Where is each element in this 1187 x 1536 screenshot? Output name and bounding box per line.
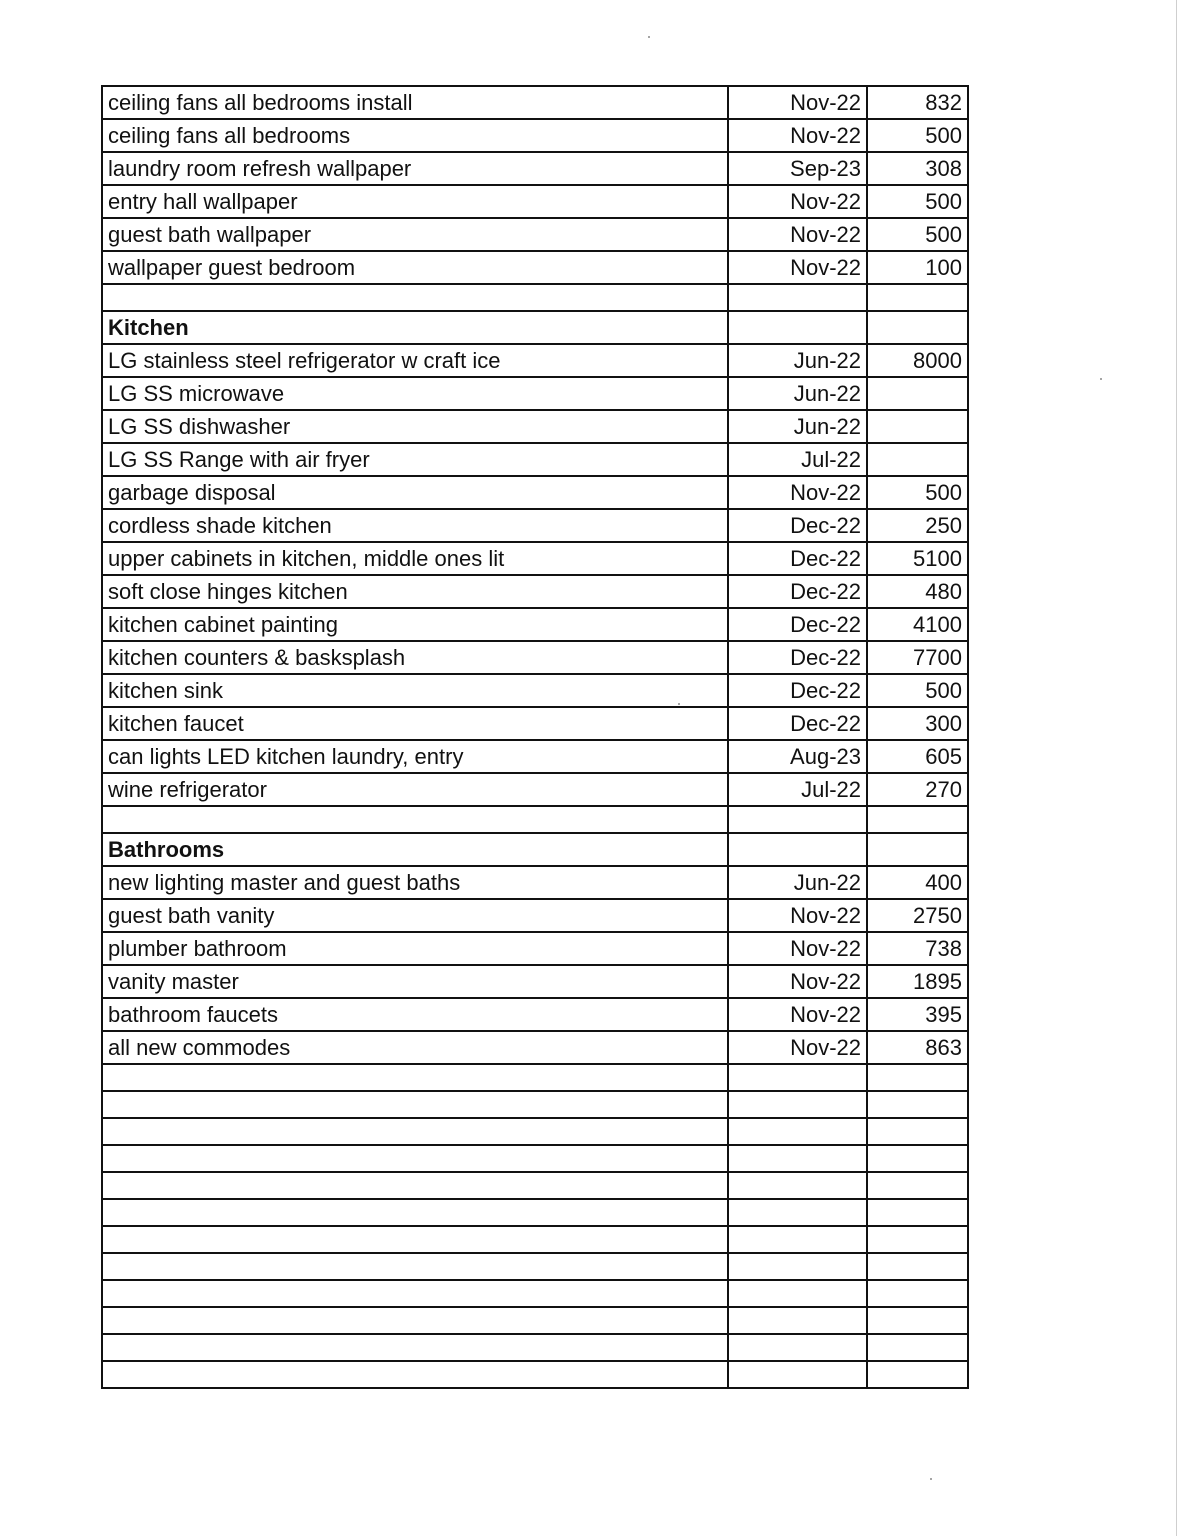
amount-cell — [867, 1226, 968, 1253]
amount-cell — [867, 1334, 968, 1361]
amount-cell: 250 — [867, 509, 968, 542]
blank-row — [102, 1307, 968, 1334]
blank-row — [102, 1253, 968, 1280]
table-row — [102, 773, 968, 806]
item-cell: all new commodes — [102, 1031, 728, 1064]
item-cell: garbage disposal — [102, 476, 728, 509]
amount-cell — [867, 1307, 968, 1334]
date-cell: Aug-23 — [728, 740, 867, 773]
date-cell: Dec-22 — [728, 542, 867, 575]
date-cell: Dec-22 — [728, 674, 867, 707]
amount-cell — [867, 311, 968, 344]
date-cell: Nov-22 — [728, 998, 867, 1031]
date-cell: Jul-22 — [728, 443, 867, 476]
amount-cell: 7700 — [867, 641, 968, 674]
amount-cell: 738 — [867, 932, 968, 965]
item-cell: vanity master — [102, 965, 728, 998]
scan-speck — [648, 36, 650, 38]
blank-row — [102, 1226, 968, 1253]
item-cell: laundry room refresh wallpaper — [102, 152, 728, 185]
amount-cell: 500 — [867, 119, 968, 152]
scan-speck — [930, 1478, 932, 1480]
page-edge — [1176, 0, 1177, 1536]
date-cell: Dec-22 — [728, 641, 867, 674]
amount-cell: 300 — [867, 707, 968, 740]
date-cell: Jul-22 — [728, 773, 867, 806]
item-cell — [102, 1226, 728, 1253]
date-cell: Nov-22 — [728, 185, 867, 218]
blank-row — [102, 1361, 968, 1388]
table-row — [102, 509, 968, 542]
amount-cell — [867, 410, 968, 443]
expense-ledger-table — [101, 85, 969, 1389]
amount-cell — [867, 806, 968, 833]
table-row — [102, 1031, 968, 1064]
date-cell: Nov-22 — [728, 218, 867, 251]
date-cell — [728, 1064, 867, 1091]
item-cell: ceiling fans all bedrooms — [102, 119, 728, 152]
amount-cell: 2750 — [867, 899, 968, 932]
item-cell: kitchen cabinet painting — [102, 608, 728, 641]
table-row — [102, 251, 968, 284]
item-cell: soft close hinges kitchen — [102, 575, 728, 608]
item-cell: cordless shade kitchen — [102, 509, 728, 542]
ledger-body — [102, 86, 968, 1388]
date-cell: Sep-23 — [728, 152, 867, 185]
amount-cell — [867, 1091, 968, 1118]
amount-cell: 5100 — [867, 542, 968, 575]
date-cell: Jun-22 — [728, 377, 867, 410]
amount-cell: 605 — [867, 740, 968, 773]
table-row — [102, 119, 968, 152]
table-row — [102, 410, 968, 443]
amount-cell: 8000 — [867, 344, 968, 377]
date-cell — [728, 1118, 867, 1145]
date-cell: Dec-22 — [728, 575, 867, 608]
item-cell — [102, 1145, 728, 1172]
table-row — [102, 740, 968, 773]
amount-cell: 395 — [867, 998, 968, 1031]
blank-row — [102, 1280, 968, 1307]
amount-cell: 500 — [867, 476, 968, 509]
date-cell: Nov-22 — [728, 932, 867, 965]
date-cell: Nov-22 — [728, 86, 867, 119]
item-cell: plumber bathroom — [102, 932, 728, 965]
scan-speck — [1100, 378, 1102, 380]
date-cell — [728, 833, 867, 866]
blank-row — [102, 284, 968, 311]
item-cell — [102, 1253, 728, 1280]
item-cell: can lights LED kitchen laundry, entry — [102, 740, 728, 773]
blank-row — [102, 806, 968, 833]
amount-cell — [867, 1280, 968, 1307]
table-row — [102, 86, 968, 119]
item-cell: kitchen faucet — [102, 707, 728, 740]
amount-cell — [867, 377, 968, 410]
blank-row — [102, 1064, 968, 1091]
item-cell — [102, 1307, 728, 1334]
item-cell: wine refrigerator — [102, 773, 728, 806]
table-row — [102, 899, 968, 932]
date-cell — [728, 1280, 867, 1307]
amount-cell — [867, 1199, 968, 1226]
item-cell: upper cabinets in kitchen, middle ones lit — [102, 542, 728, 575]
blank-row — [102, 1145, 968, 1172]
date-cell — [728, 1172, 867, 1199]
blank-row — [102, 1172, 968, 1199]
date-cell — [728, 1199, 867, 1226]
date-cell: Dec-22 — [728, 608, 867, 641]
item-cell: kitchen sink — [102, 674, 728, 707]
table-row — [102, 641, 968, 674]
item-cell: kitchen counters & basksplash — [102, 641, 728, 674]
section-heading-row — [102, 311, 968, 344]
table-row — [102, 707, 968, 740]
blank-row — [102, 1091, 968, 1118]
date-cell — [728, 1091, 867, 1118]
section-heading: Bathrooms — [102, 833, 728, 866]
amount-cell: 500 — [867, 674, 968, 707]
amount-cell — [867, 1253, 968, 1280]
table-row — [102, 965, 968, 998]
item-cell — [102, 1334, 728, 1361]
table-row — [102, 575, 968, 608]
item-cell: wallpaper guest bedroom — [102, 251, 728, 284]
amount-cell: 863 — [867, 1031, 968, 1064]
date-cell: Nov-22 — [728, 1031, 867, 1064]
table-row — [102, 218, 968, 251]
table-row — [102, 476, 968, 509]
table-row — [102, 608, 968, 641]
item-cell — [102, 806, 728, 833]
item-cell: bathroom faucets — [102, 998, 728, 1031]
blank-row — [102, 1118, 968, 1145]
amount-cell: 100 — [867, 251, 968, 284]
item-cell — [102, 284, 728, 311]
table-row — [102, 443, 968, 476]
section-heading: Kitchen — [102, 311, 728, 344]
date-cell — [728, 284, 867, 311]
date-cell: Nov-22 — [728, 251, 867, 284]
date-cell — [728, 1253, 867, 1280]
date-cell — [728, 311, 867, 344]
date-cell: Nov-22 — [728, 476, 867, 509]
table-row — [102, 998, 968, 1031]
item-cell: entry hall wallpaper — [102, 185, 728, 218]
date-cell — [728, 806, 867, 833]
amount-cell: 270 — [867, 773, 968, 806]
item-cell — [102, 1361, 728, 1388]
item-cell — [102, 1199, 728, 1226]
table-row — [102, 377, 968, 410]
amount-cell — [867, 1118, 968, 1145]
table-row — [102, 344, 968, 377]
date-cell — [728, 1307, 867, 1334]
amount-cell: 4100 — [867, 608, 968, 641]
item-cell: guest bath vanity — [102, 899, 728, 932]
blank-row — [102, 1199, 968, 1226]
item-cell — [102, 1091, 728, 1118]
date-cell — [728, 1226, 867, 1253]
table-row — [102, 152, 968, 185]
date-cell — [728, 1361, 867, 1388]
item-cell: LG stainless steel refrigerator w craft ice — [102, 344, 728, 377]
amount-cell: 500 — [867, 218, 968, 251]
amount-cell: 480 — [867, 575, 968, 608]
amount-cell — [867, 443, 968, 476]
amount-cell — [867, 1064, 968, 1091]
item-cell: LG SS microwave — [102, 377, 728, 410]
date-cell: Jun-22 — [728, 410, 867, 443]
amount-cell — [867, 833, 968, 866]
date-cell: Nov-22 — [728, 899, 867, 932]
date-cell: Dec-22 — [728, 707, 867, 740]
date-cell: Jun-22 — [728, 344, 867, 377]
amount-cell: 832 — [867, 86, 968, 119]
section-heading-row — [102, 833, 968, 866]
amount-cell: 500 — [867, 185, 968, 218]
date-cell — [728, 1145, 867, 1172]
table-row — [102, 674, 968, 707]
date-cell: Dec-22 — [728, 509, 867, 542]
date-cell — [728, 1334, 867, 1361]
item-cell: new lighting master and guest baths — [102, 866, 728, 899]
amount-cell — [867, 1361, 968, 1388]
blank-row — [102, 1334, 968, 1361]
item-cell — [102, 1172, 728, 1199]
item-cell — [102, 1064, 728, 1091]
amount-cell — [867, 1172, 968, 1199]
item-cell — [102, 1118, 728, 1145]
table-row — [102, 542, 968, 575]
amount-cell — [867, 284, 968, 311]
date-cell: Jun-22 — [728, 866, 867, 899]
table-row — [102, 866, 968, 899]
table-row — [102, 932, 968, 965]
date-cell: Nov-22 — [728, 965, 867, 998]
amount-cell — [867, 1145, 968, 1172]
item-cell — [102, 1280, 728, 1307]
item-cell: guest bath wallpaper — [102, 218, 728, 251]
table-row — [102, 185, 968, 218]
amount-cell: 400 — [867, 866, 968, 899]
amount-cell: 308 — [867, 152, 968, 185]
date-cell: Nov-22 — [728, 119, 867, 152]
item-cell: LG SS dishwasher — [102, 410, 728, 443]
amount-cell: 1895 — [867, 965, 968, 998]
item-cell: ceiling fans all bedrooms install — [102, 86, 728, 119]
item-cell: LG SS Range with air fryer — [102, 443, 728, 476]
